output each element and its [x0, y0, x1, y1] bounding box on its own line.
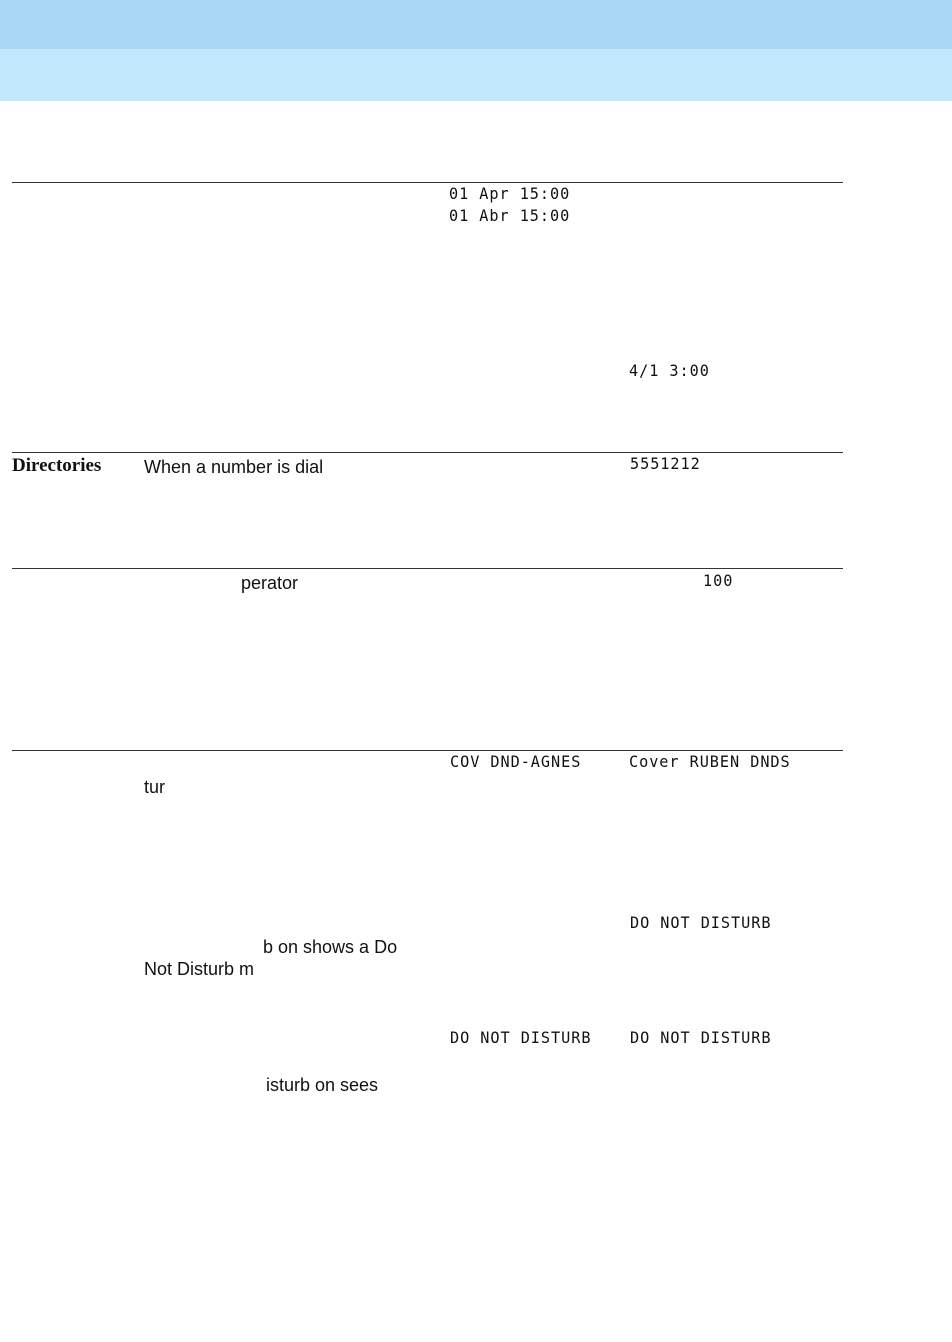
- description-operator: perator: [241, 573, 299, 593]
- lcd-display-dnd-right-3: DO NOT DISTURB: [630, 1028, 772, 1047]
- description-dnd-2-line2: Not Disturb m: [144, 959, 255, 979]
- lcd-display-dnd-right-2: DO NOT DISTURB: [630, 913, 772, 932]
- lcd-display-date-en: 01 Apr 15:00: [449, 184, 571, 203]
- lcd-display-date-alt: 4/1 3:00: [629, 361, 710, 380]
- lcd-display-number: 5551212: [630, 454, 701, 473]
- lcd-display-date-es: 01 Abr 15:00: [449, 206, 571, 225]
- row-divider: [12, 568, 843, 569]
- lcd-display-dnd-center-3: DO NOT DISTURB: [450, 1028, 592, 1047]
- row-divider: [12, 452, 843, 453]
- header-bar: [0, 0, 952, 49]
- description-directories: When a number is dial: [144, 457, 324, 477]
- header-subbar: [0, 49, 952, 101]
- description-dnd-3: isturb on sees: [266, 1075, 379, 1095]
- lcd-display-operator: 100: [703, 571, 734, 590]
- row-divider: [12, 182, 843, 183]
- lcd-display-cov-dnd: COV DND-AGNES: [450, 752, 582, 771]
- lcd-display-cover-ruben: Cover RUBEN DNDS: [629, 752, 791, 771]
- description-dnd-2-line1: b on shows a Do: [263, 937, 398, 957]
- feature-name-directories: Directories: [12, 455, 102, 476]
- description-dnd-1: tur: [144, 777, 166, 797]
